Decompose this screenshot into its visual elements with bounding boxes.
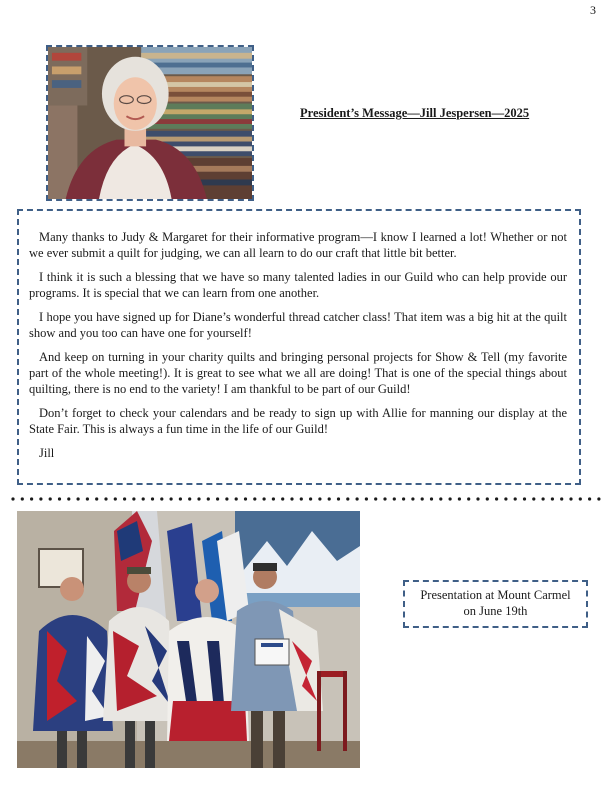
presidents-message-box [17, 209, 581, 485]
dotted-divider [10, 496, 602, 502]
presidents-message-heading: President’s Message—Jill Jespersen—2025 [300, 106, 530, 120]
page-number: 3 [590, 3, 596, 17]
message-signature: Jill [39, 446, 55, 460]
mount-carmel-presentation-photo [17, 511, 360, 768]
message-paragraph: And keep on turning in your charity quilts and bringing personal projects for Show & Tell (my favorite part of the whole meeting!). It is great to see what we all are doing! That is one of the special things about quilting, there is no end to the variety! I am thankful to be part of our Guild! [29, 350, 567, 396]
message-paragraph: Many thanks to Judy & Margaret for their informative program—I know I learned a lot! Whether or not we ever submit a quilt for judging, we can all learn to do our craft that little bit better. [29, 230, 567, 260]
message-paragraph: Don’t forget to check your calendars and be ready to sign up with Allie for manning our display at the State Fair. This is always a fun time in the life of our Guild! [29, 406, 567, 436]
photo-caption-box [403, 580, 588, 628]
caption-line: on June 19th [463, 604, 528, 618]
caption-line: Presentation at Mount Carmel [420, 588, 571, 602]
president-portrait-photo [46, 45, 254, 201]
message-paragraph: I think it is such a blessing that we have so many talented ladies in our Guild who can help provide our programs. It is special that we can learn from one another. [29, 270, 567, 300]
message-paragraph: I hope you have signed up for Diane’s wonderful thread catcher class! That item was a big hit at the quilt show and you too can have one for yourself! [29, 310, 567, 340]
